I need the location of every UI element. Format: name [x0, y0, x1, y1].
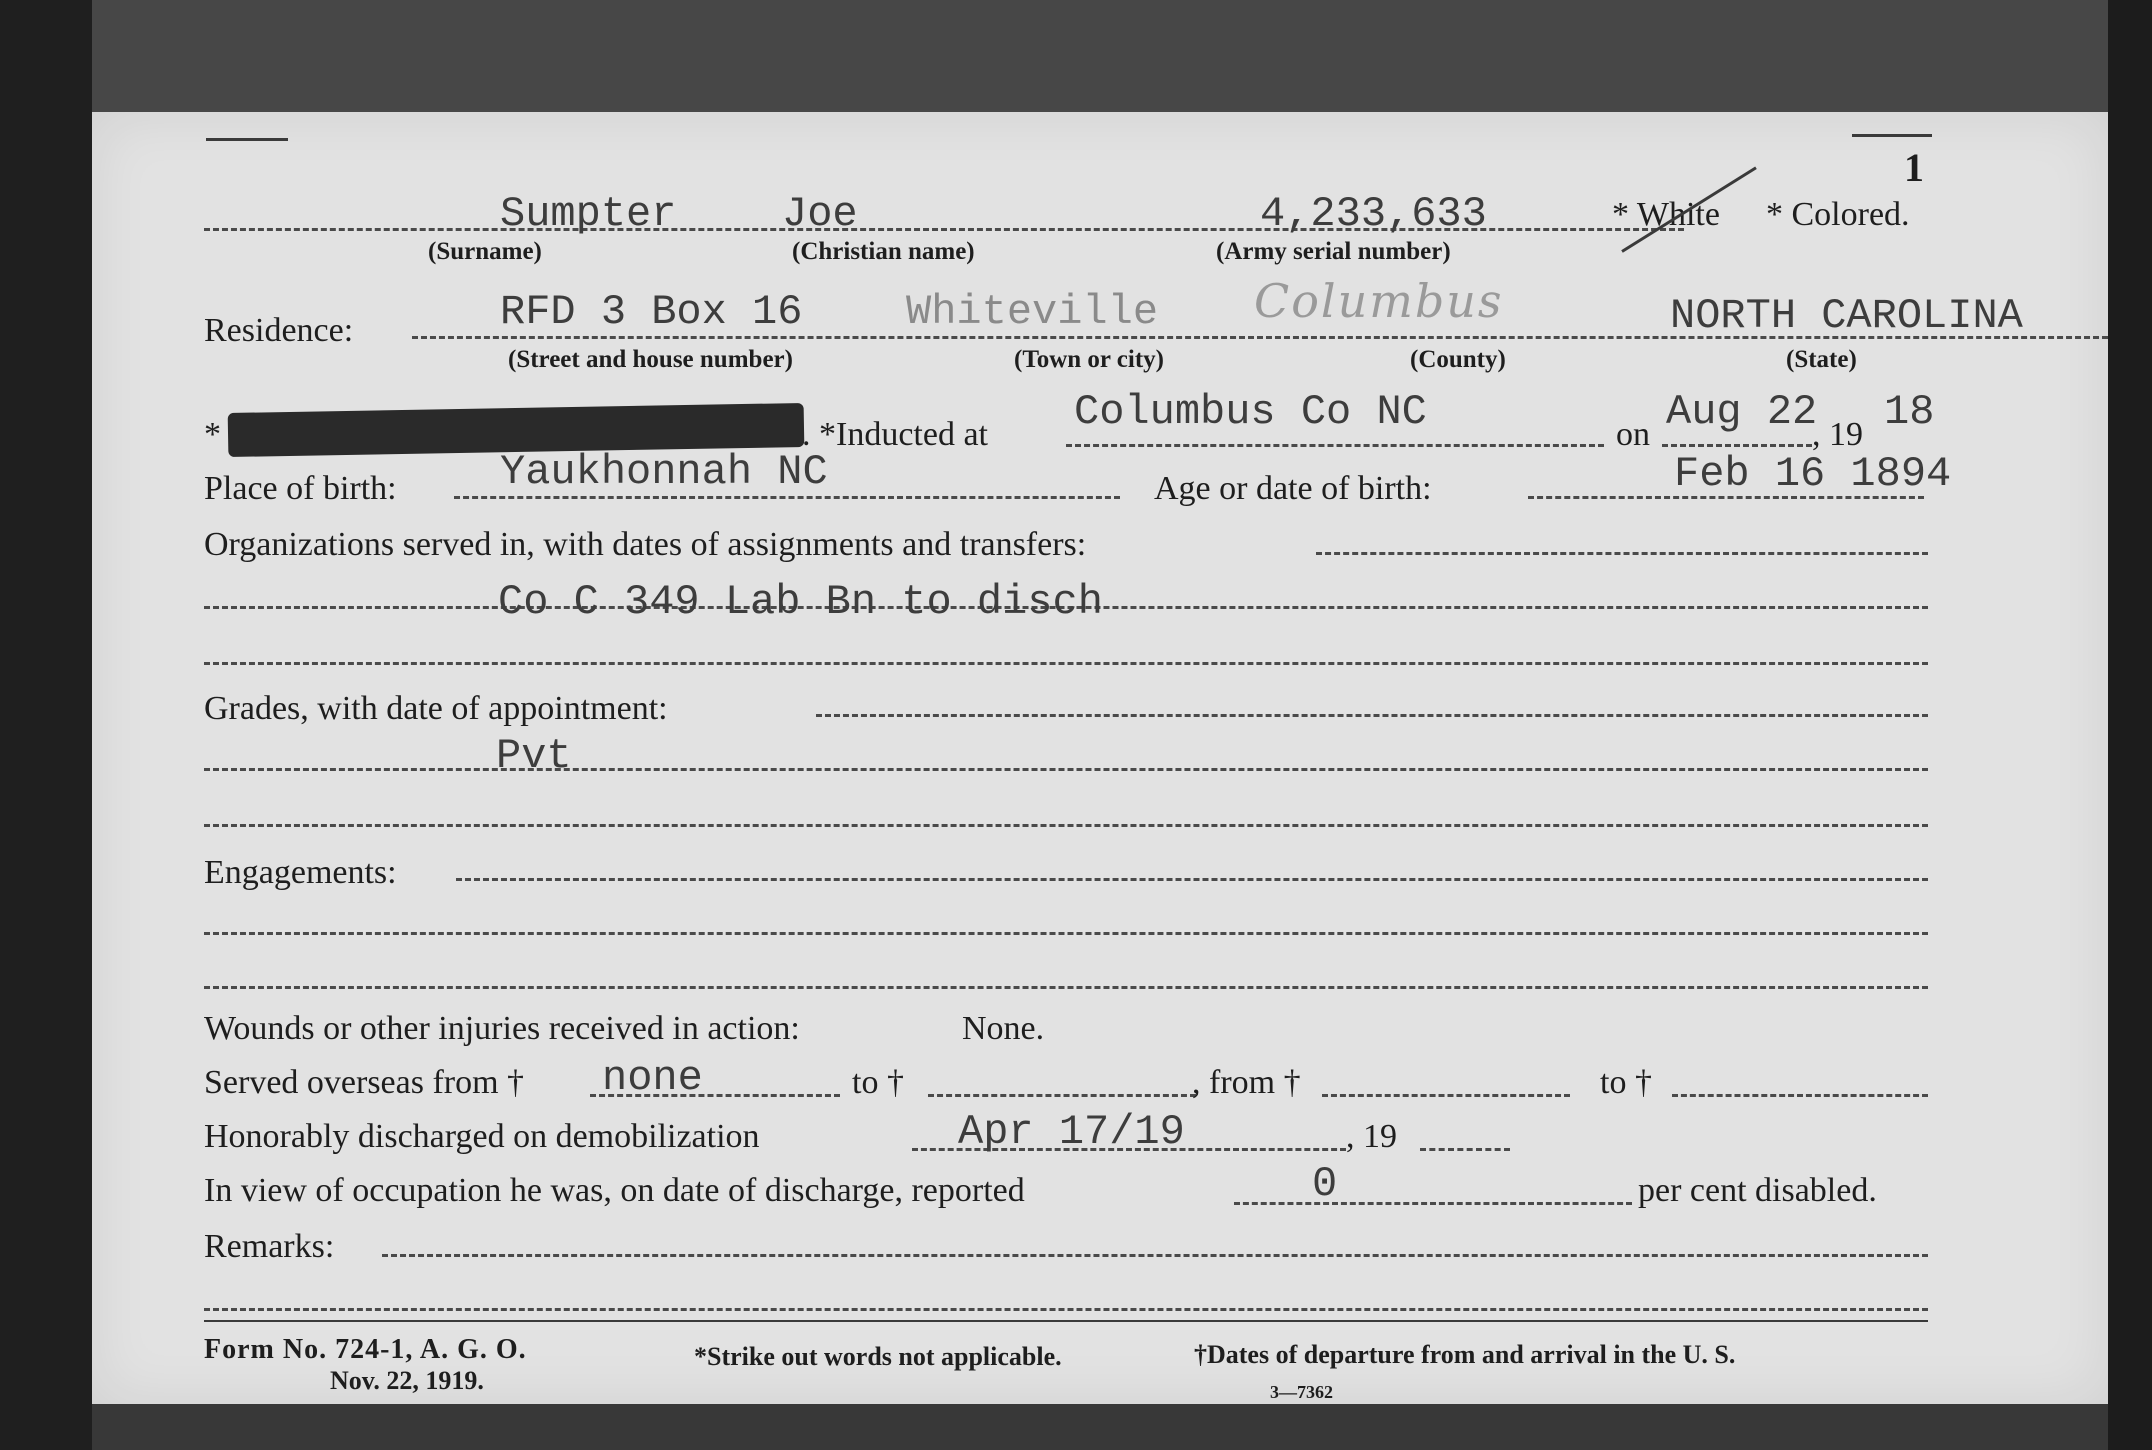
- surname-value: Sumpter: [500, 190, 677, 238]
- print-code: 3—7362: [1270, 1382, 1333, 1402]
- footer-rule: [204, 1320, 1928, 1322]
- disability-label: In view of occupation he was, on date of discharge, reported: [204, 1172, 1025, 1209]
- scanner-background-left: [0, 0, 92, 1450]
- age-label: Age or date of birth:: [1154, 470, 1432, 507]
- top-left-rule: [206, 138, 288, 141]
- discharge-label: Honorably discharged on demobilization: [204, 1118, 760, 1155]
- street-caption: (Street and house number): [508, 346, 793, 373]
- overseas-to-line: [928, 1094, 1196, 1097]
- overseas-from2-label: , from †: [1192, 1064, 1301, 1101]
- grades-line-3: [204, 824, 1928, 827]
- dagger-note: †Dates of departure from and arrival in the U. S.: [1194, 1340, 1736, 1369]
- colored-label: * Colored.: [1766, 196, 1910, 233]
- discharge-date: Apr 17/19: [958, 1108, 1185, 1156]
- place-of-birth-label: Place of birth:: [204, 470, 397, 507]
- induction-year: 18: [1884, 388, 1935, 436]
- grades-label: Grades, with date of appointment:: [204, 690, 668, 727]
- residence-county: Columbus: [1254, 274, 1504, 328]
- scanner-background-top: [0, 0, 2152, 112]
- white-label: * White: [1612, 196, 1720, 233]
- overseas-to2-label: to †: [1600, 1064, 1652, 1101]
- organizations-line-3: [204, 662, 1928, 665]
- remarks-line-2: [204, 1308, 1928, 1311]
- grades-line-1: [816, 714, 1928, 717]
- residence-street: RFD 3 Box 16: [500, 288, 803, 336]
- discharge-year-label: , 19: [1346, 1118, 1397, 1155]
- remarks-line-1: [382, 1254, 1928, 1257]
- surname-caption: (Surname): [428, 238, 542, 265]
- engagements-label: Engagements:: [204, 854, 397, 891]
- place-of-birth-line: [454, 496, 1120, 499]
- engagements-line-2: [204, 932, 1928, 935]
- induction-date-line: [1662, 444, 1812, 447]
- overseas-from2-line: [1322, 1094, 1570, 1097]
- card-number: 1: [1904, 145, 1924, 190]
- town-caption: (Town or city): [1014, 346, 1164, 373]
- residence-town: Whiteville: [906, 288, 1159, 336]
- disability-value: 0: [1312, 1160, 1338, 1208]
- strike-note: *Strike out words not applicable.: [694, 1342, 1062, 1371]
- grades-line-2: [204, 768, 1928, 771]
- engagements-line-3: [204, 986, 1928, 989]
- engagements-line-1: [456, 878, 1928, 881]
- overseas-from-value: none: [602, 1054, 703, 1102]
- wounds-value: None.: [962, 1010, 1045, 1047]
- birth-date-value: Feb 16 1894: [1674, 450, 1952, 498]
- form-number: Form No. 724-1, A. G. O.: [204, 1334, 527, 1365]
- residence-state: NORTH CAROLINA: [1670, 292, 2023, 340]
- service-record-card: [92, 112, 2108, 1404]
- wounds-label: Wounds or other injuries received in action:: [204, 1010, 800, 1047]
- organizations-value: Co C 349 Lab Bn to disch: [498, 578, 1103, 626]
- on-label: on: [1616, 416, 1650, 453]
- serial-number-value: 4,233,633: [1260, 190, 1487, 238]
- disability-line: [1234, 1202, 1632, 1205]
- christian-name-value: Joe: [782, 190, 858, 238]
- grades-value: Pvt: [496, 732, 572, 780]
- serial-number-caption: (Army serial number): [1216, 238, 1451, 265]
- disability-suffix: per cent disabled.: [1638, 1172, 1877, 1209]
- discharge-year-line: [1420, 1148, 1510, 1151]
- christian-name-caption: (Christian name): [792, 238, 975, 265]
- organizations-label: Organizations served in, with dates of assignments and transfers:: [204, 526, 1087, 563]
- remarks-label: Remarks:: [204, 1228, 335, 1265]
- organizations-line-1: [1316, 552, 1928, 555]
- inducted-place: Columbus Co NC: [1074, 388, 1427, 436]
- overseas-to-label: to †: [852, 1064, 904, 1101]
- scanner-background-right: [2108, 0, 2152, 1450]
- state-caption: (State): [1786, 346, 1857, 373]
- county-caption: (County): [1410, 346, 1506, 373]
- form-date: Nov. 22, 1919.: [330, 1366, 484, 1395]
- overseas-label: Served overseas from †: [204, 1064, 525, 1101]
- induction-date: Aug 22: [1666, 388, 1818, 436]
- place-of-birth-value: Yaukhonnah NC: [500, 448, 828, 496]
- induction-star: *: [204, 416, 221, 453]
- inducted-line: [1066, 444, 1604, 447]
- induction-year-prefix: , 19: [1812, 416, 1863, 453]
- inducted-label: . *Inducted at: [802, 416, 988, 453]
- overseas-to2-line: [1672, 1094, 1928, 1097]
- residence-label: Residence:: [204, 312, 354, 349]
- top-right-rule: [1852, 134, 1932, 137]
